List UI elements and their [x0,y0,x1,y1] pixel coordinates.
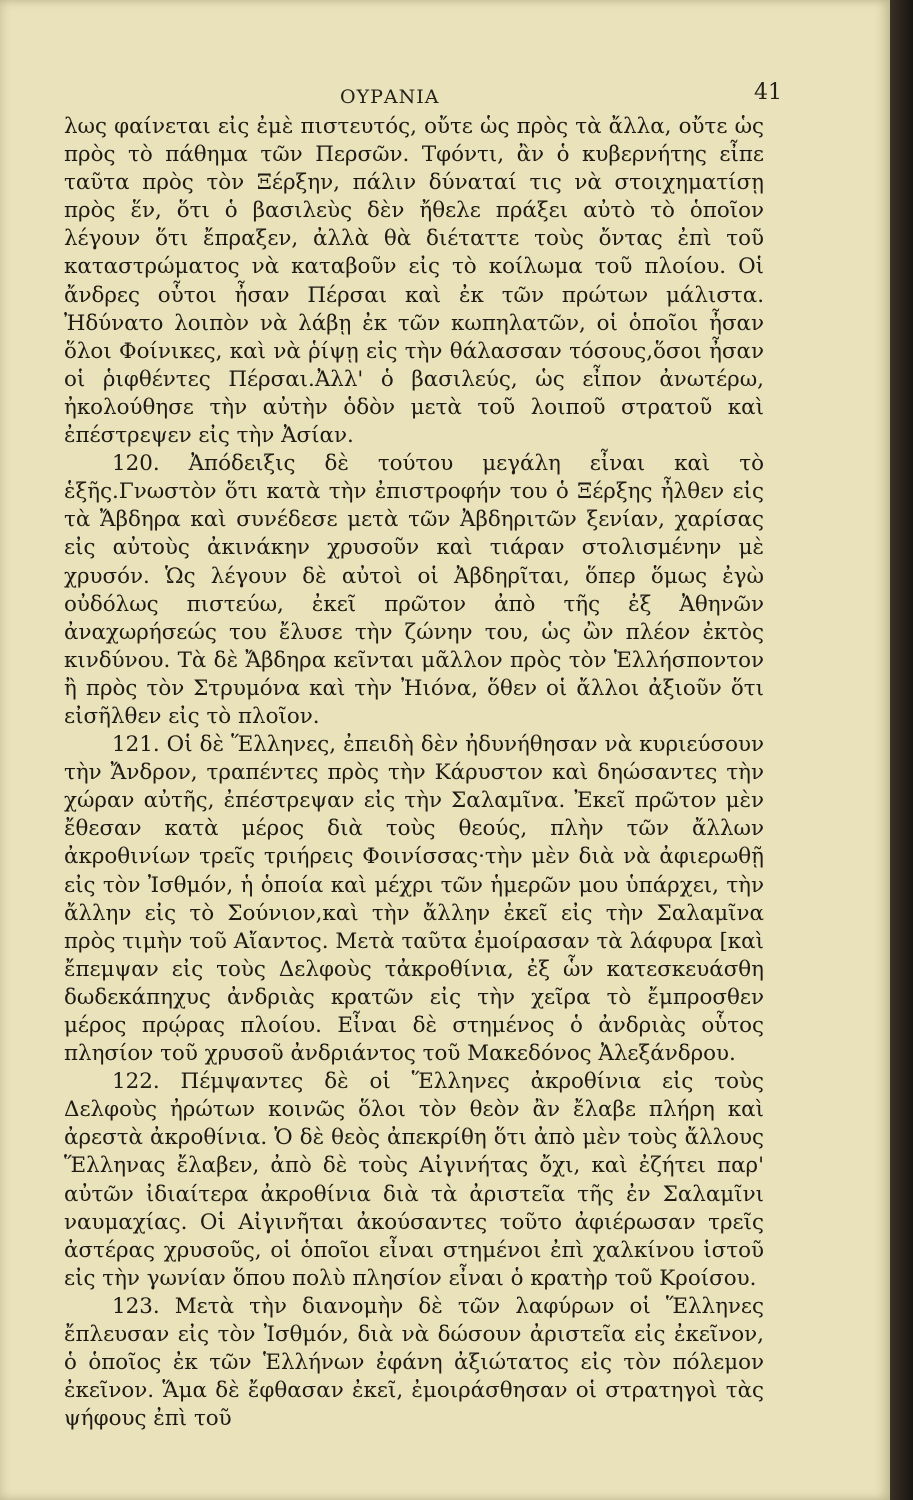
paragraph-continuation: λως φαίνεται εἰς ἐμὲ πιστευτός, οὔτε ὡς πρὸς τὰ ἄλλα, οὔτε ὡς πρὸς τὸ πάθημα τῶν Περσῶν. Τφόντι, ἂν ὁ κυβερνήτης εἶπε ταῦτα πρὸς τὸν Ξέρξην, πάλιν δύναταί τις νὰ στοιχηματίσῃ πρὸς ἕν, ὅτι ὁ βασιλεὺς δὲν ἤθελε πράξει αὐτὸ τὸ ὁποῖον λέγουν ὅτι ἔπραξεν, ἀλλὰ θὰ διέταττε τοὺς ὄντας ἐπὶ τοῦ καταστρώματος νὰ καταβοῦν εἰς τὸ κοίλωμα τοῦ πλοίου. Οἱ ἄνδρες οὗτοι ἦσαν Πέρσαι καὶ ἐκ τῶν πρώτων μάλιστα. Ἠδύνατο λοιπὸν νὰ λάβῃ ἐκ τῶν κωπηλατῶν, οἱ ὁποῖοι ἦσαν ὅλοι Φοίνικες, καὶ νὰ ῥίψῃ εἰς τὴν θάλασσαν τόσους,ὅσοι ἦσαν οἱ ῥιφθέντες Πέρσαι.Ἀλλ' ὁ βασιλεύς, ὡς εἶπον ἀνωτέρω, ἠκολούθησε τὴν αὐτὴν ὁδὸν μετὰ τοῦ λοιποῦ στρατοῦ καὶ ἐπέστρεψεν εἰς τὴν Ἀσίαν. [64,114,764,449]
paragraph-121: 121. Οἱ δὲ Ἕλληνες, ἐπειδὴ δὲν ἠδυνήθησαν νὰ κυριεύσουν τὴν Ἄνδρον, τραπέντες πρὸς τὴν Κάρυστον καὶ δηώσαντες τὴν χώραν αὐτῆς, ἐπέστρεψαν εἰς τὴν Σαλαμῖνα. Ἐκεῖ πρῶτον μὲν ἔθεσαν κατὰ μέρος διὰ τοὺς θεούς, πλὴν τῶν ἄλλων ἀκροθινίων τρεῖς τριήρεις Φοινίσσας·τὴν μὲν διὰ νὰ ἀφιερωθῇ εἰς τὸν Ἰσθμόν, ἡ ὁποία καὶ μέχρι τῶν ἡμερῶν μου ὑπάρχει, τὴν ἄλλην εἰς τὸ Σούνιον,καὶ τὴν ἄλλην ἐκεῖ εἰς τὴν Σαλαμῖνα πρὸς τιμὴν τοῦ Αἴαντος. Μετὰ ταῦτα ἐμοίρασαν τὰ λάφυρα [καὶ ἔπεμψαν εἰς τοὺς Δελφοὺς τἀκροθίνια, ἐξ ὧν κατεσκευάσθη δωδεκάπηχυς ἀνδριὰς κρατῶν εἰς τὴν χεῖρα τὸ ἔμπροσθεν μέρος πρῴρας πλοίου. Εἶναι δὲ στημένος ὁ ἀνδριὰς οὗτος πλησίον τοῦ χρυσοῦ ἀνδριάντος τοῦ Μακεδόνος Ἀλεξάνδρου. [64,732,764,1067]
paragraph-123: 123. Μετὰ τὴν διανομὴν δὲ τῶν λαφύρων οἱ Ἕλληνες ἔπλευσαν εἰς τὸν Ἰσθμόν, διὰ νὰ δώσουν ἀριστεῖα εἰς ἐκεῖνον, ὁ ὁποῖος ἐκ τῶν Ἑλλήνων ἐφάνη ἀξιώτατος εἰς τὸν πόλεμον ἐκεῖνον. Ἅμα δὲ ἔφθασαν ἐκεῖ, ἐμοιράσθησαν οἱ στρατηγοὶ τὰς ψήφους ἐπὶ τοῦ [64,1293,764,1432]
body-text [64,113,764,1433]
paragraph-122: 122. Πέμψαντες δὲ οἱ Ἕλληνες ἀκροθίνια εἰς τοὺς Δελφοὺς ἠρώτων κοινῶς ὅλοι τὸν θεὸν ἂν ἔλαβε πλήρη καὶ ἀρεστὰ ἀκροθίνια. Ὁ δὲ θεὸς ἀπεκρίθη ὅτι ἀπὸ μὲν τοὺς ἄλλους Ἕλληνας ἔλαβεν, ἀπὸ δὲ τοὺς Αἰγινήτας ὄχι, καὶ ἐζήτει παρ' αὐτῶν ἰδιαίτερα ἀκροθίνια διὰ τὰ ἀριστεῖα τῆς ἐν Σαλαμῖνι ναυμαχίας. Οἱ Αἰγινῆται ἀκούσαντες τοῦτο ἀφιέρωσαν τρεῖς ἀστέρας χρυσοῦς, οἱ ὁποῖοι εἶναι στημένοι ἐπὶ χαλκίνου ἱστοῦ εἰς τὴν γωνίαν ὅπου πολὺ πλησίον εἶναι ὁ κρατὴρ τοῦ Κροίσου. [64,1069,764,1291]
page-header [0,80,890,110]
page-number: 41 [754,80,782,105]
running-title: ΟΥΡΑΝΙΑ [340,86,440,108]
book-edge-shadow [890,0,913,1500]
paragraph-120: 120. Ἀπόδειξις δὲ τούτου μεγάλη εἶναι καὶ τὸ ἑξῆς.Γνωστὸν ὅτι κατὰ τὴν ἐπιστροφήν του ὁ Ξέρξης ἦλθεν εἰς τὰ Ἄβδηρα καὶ συνέδεσε μετὰ τῶν Ἀβδηριτῶν ξενίαν, χαρίσας εἰς αὐτοὺς ἀκινάκην χρυσοῦν καὶ τιάραν στολισμένην μὲ χρυσόν. Ὡς λέγουν δὲ αὐτοὶ οἱ Ἀβδηρῖται, ὅπερ ὅμως ἐγὼ οὐδόλως πιστεύω, ἐκεῖ πρῶτον ἀπὸ τῆς ἐξ Ἀθηνῶν ἀναχωρήσεώς του ἔλυσε τὴν ζώνην του, ὡς ὢν πλέον ἐκτὸς κινδύνου. Τὰ δὲ Ἄβδηρα κεῖνται μᾶλλον πρὸς τὸν Ἑλλήσποντον ἢ πρὸς τὸν Στρυμόνα καὶ τὴν Ἠιόνα, ὅθεν οἱ ἄλλοι ἀξιοῦν ὅτι εἰσῆλθεν εἰς τὸ πλοῖον. [64,451,764,729]
